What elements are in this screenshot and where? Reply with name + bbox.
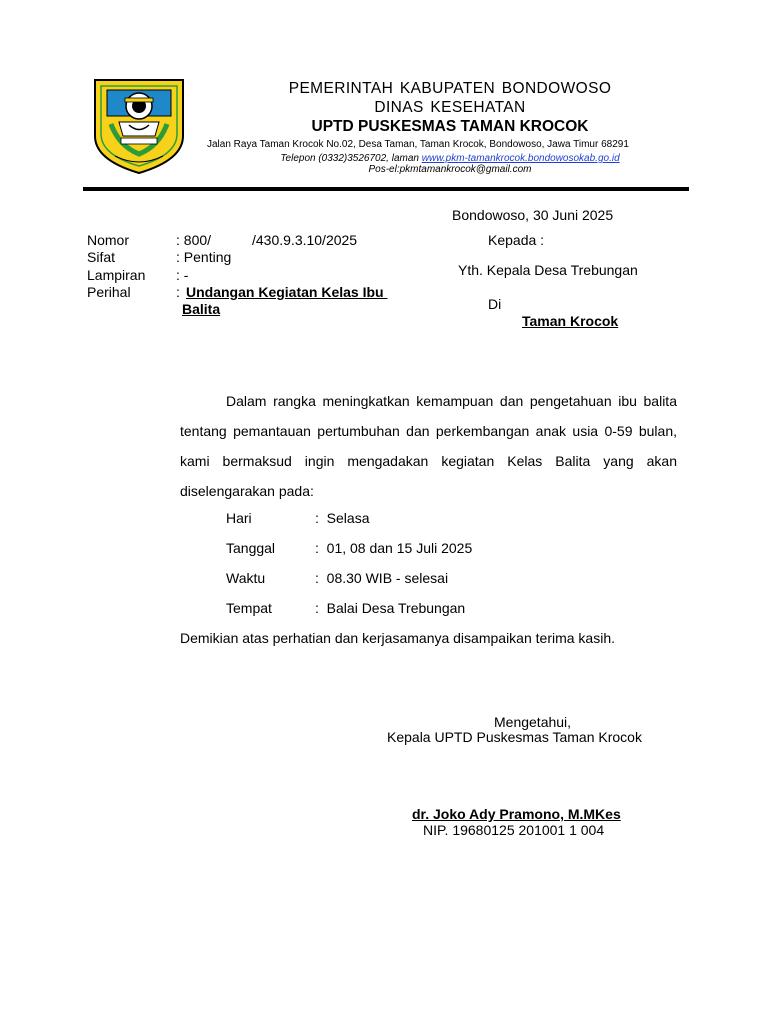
detail-value-tempat: : Balai Desa Trebungan bbox=[315, 600, 466, 616]
detail-label-tempat: Tempat bbox=[226, 600, 272, 616]
perihal-subject-line1: Undangan Kegiatan Kelas Ibu bbox=[186, 284, 388, 300]
perihal-label: Perihal bbox=[87, 284, 131, 300]
department-name: DINAS KESEHATAN bbox=[374, 99, 526, 116]
website-link[interactable]: www.pkm-tamankrocok.bondowosokab.go.id bbox=[421, 153, 620, 164]
acknowledged-label: Mengetahui, bbox=[494, 714, 572, 730]
body-paragraph bbox=[180, 386, 677, 506]
recipient-place: Taman Krocok bbox=[522, 313, 619, 329]
nomor-value: : 800/ bbox=[176, 232, 212, 248]
detail-label-hari: Hari bbox=[226, 510, 252, 526]
signer-name: dr. Joko Ady Pramono, M.MKes bbox=[412, 806, 621, 822]
nomor-suffix: /430.9.3.10/2025 bbox=[252, 232, 358, 248]
detail-label-waktu: Waktu bbox=[226, 570, 266, 586]
lampiran-value: : - bbox=[176, 267, 189, 283]
body-paragraph-text: Dalam rangka meningkatkan kemampuan dan pengetahuan ibu balita tentang pemantauan pertumbuhan dan perkembangan anak usia 0-59 bulan, kami bermaksud ingin mengadakan kegiatan Kelas Balita yang akan diselengarakan pada: bbox=[180, 393, 677, 499]
nomor-label: Nomor bbox=[87, 232, 130, 248]
office-address: Jalan Raya Taman Krocok No.02, Desa Taman, Taman Krocok, Bondowoso, Jawa Timur 68291 bbox=[207, 139, 629, 150]
contact-line bbox=[200, 153, 700, 164]
perihal-subject-line2: Balita bbox=[182, 301, 221, 317]
detail-label-tanggal: Tanggal bbox=[226, 540, 276, 556]
letter-date: Bondowoso, 30 Juni 2025 bbox=[452, 207, 614, 223]
sifat-value: : Penting bbox=[176, 249, 232, 265]
signer-title: Kepala UPTD Puskesmas Taman Krocok bbox=[387, 729, 642, 745]
detail-value-hari: : Selasa bbox=[315, 510, 370, 526]
lampiran-label: Lampiran bbox=[87, 267, 146, 283]
government-name: PEMERINTAH KABUPATEN BONDOWOSO bbox=[288, 80, 612, 97]
perihal-colon: : bbox=[176, 284, 180, 300]
letterhead-divider bbox=[83, 187, 689, 191]
detail-value-tanggal: : 01, 08 dan 15 Juli 2025 bbox=[315, 540, 473, 556]
detail-value-waktu: : 08.30 WIB - selesai bbox=[315, 570, 449, 586]
email-line: Pos-el:pkmtamankrocok@gmail.com bbox=[368, 164, 532, 175]
bondowoso-regency-logo bbox=[89, 76, 189, 176]
unit-name: UPTD PUSKESMAS TAMAN KROCOK bbox=[311, 118, 589, 135]
closing-sentence: Demikian atas perhatian dan kerjasamanya disampaikan terima kasih. bbox=[180, 630, 615, 646]
kepada-label: Kepada : bbox=[488, 232, 545, 248]
phone-text: Telepon (0332)3526702, laman bbox=[280, 153, 422, 164]
di-label: Di bbox=[488, 296, 502, 312]
signer-nip: NIP. 19680125 201001 1 004 bbox=[423, 822, 605, 838]
sifat-label: Sifat bbox=[87, 249, 116, 265]
recipient-name: Yth. Kepala Desa Trebungan bbox=[458, 262, 638, 278]
